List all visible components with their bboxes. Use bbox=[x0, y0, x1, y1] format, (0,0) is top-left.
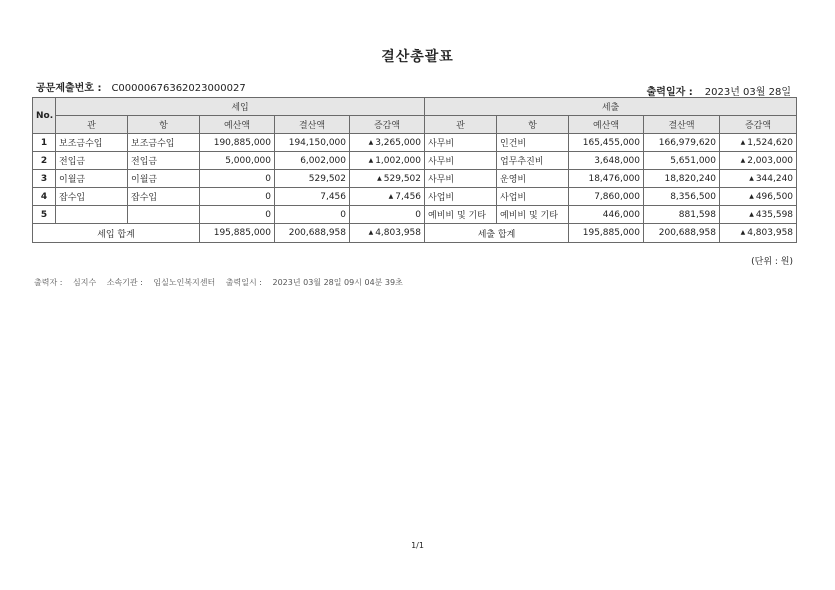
col-header: 항 bbox=[128, 116, 200, 134]
income-gwan-value: 전입금 bbox=[59, 157, 86, 167]
print-date-value: 2023년 03월 28일 bbox=[704, 87, 791, 98]
increase-icon: ▲ bbox=[749, 210, 754, 218]
expense-settle bbox=[644, 170, 720, 188]
printer-name: 심지수 bbox=[72, 278, 97, 287]
income-budget bbox=[200, 170, 275, 188]
expense-hang-value: 인건비 bbox=[500, 139, 527, 149]
increase-icon: ▲ bbox=[749, 192, 754, 200]
income-settle-value: 6,002,000 bbox=[300, 155, 346, 166]
col-header: 예산액 bbox=[200, 116, 275, 134]
income-diff bbox=[350, 188, 425, 206]
income-hang-value: 보조금수입 bbox=[131, 139, 175, 149]
expense-settle-value: 5,651,000 bbox=[670, 155, 717, 166]
unit-label: (단위 : 원) bbox=[751, 257, 793, 267]
income-diff-value: 0 bbox=[415, 209, 422, 220]
org-label: 소속기관 : bbox=[106, 278, 143, 287]
income-hang bbox=[128, 152, 200, 170]
income-gwan bbox=[56, 152, 128, 170]
expense-hang-value: 업무추진비 bbox=[500, 157, 544, 167]
expense-hang-value: 운영비 bbox=[500, 175, 527, 185]
expense-hang bbox=[497, 206, 569, 224]
income-settle-value: 194,150,000 bbox=[288, 137, 346, 148]
expense-gwan bbox=[425, 206, 497, 224]
table-row bbox=[33, 188, 797, 206]
expense-budget-value: 3,648,000 bbox=[594, 155, 641, 166]
col-header: 결산액 bbox=[644, 116, 720, 134]
row-number bbox=[33, 152, 56, 170]
expense-diff bbox=[720, 206, 797, 224]
income-budget-value: 190,885,000 bbox=[213, 137, 271, 148]
income-settle bbox=[275, 152, 350, 170]
income-budget-value: 5,000,000 bbox=[225, 155, 271, 166]
income-total-settle: 200,688,958 bbox=[275, 224, 350, 243]
col-header: 증감액 bbox=[720, 116, 797, 134]
expense-gwan-value: 사무비 bbox=[428, 175, 455, 185]
income-diff-value: 1,002,000 bbox=[375, 155, 422, 166]
row-number bbox=[33, 206, 56, 224]
row-number bbox=[33, 134, 56, 152]
expense-settle bbox=[644, 188, 720, 206]
print-date bbox=[647, 83, 791, 98]
income-hang-value: 전입금 bbox=[131, 157, 158, 167]
expense-settle bbox=[644, 206, 720, 224]
expense-total-budget: 195,885,000 bbox=[569, 224, 644, 243]
expense-budget-value: 165,455,000 bbox=[582, 137, 641, 148]
income-diff bbox=[350, 134, 425, 152]
printer-label: 출력자 : bbox=[34, 278, 63, 287]
expense-budget bbox=[569, 188, 644, 206]
income-settle-value: 529,502 bbox=[308, 173, 346, 184]
col-header: 항 bbox=[497, 116, 569, 134]
income-budget-value: 0 bbox=[265, 209, 271, 220]
table-row bbox=[33, 134, 797, 152]
income-settle bbox=[275, 206, 350, 224]
expense-gwan-value: 사업비 bbox=[428, 193, 455, 203]
expense-total-diff-value: 4,803,958 bbox=[747, 228, 794, 238]
table-body bbox=[33, 134, 797, 224]
expense-diff-value: 1,524,620 bbox=[747, 137, 794, 148]
income-budget bbox=[200, 188, 275, 206]
row-number-value: 4 bbox=[40, 191, 48, 202]
income-total-label: 세입 합계 bbox=[33, 224, 200, 243]
expense-budget bbox=[569, 170, 644, 188]
income-gwan bbox=[56, 170, 128, 188]
expense-gwan bbox=[425, 152, 497, 170]
expense-gwan bbox=[425, 134, 497, 152]
expense-gwan-value: 사무비 bbox=[428, 157, 455, 167]
income-diff-value: 7,456 bbox=[395, 191, 422, 202]
print-time-label: 출력일시 : bbox=[225, 278, 262, 287]
expense-total-settle: 200,688,958 bbox=[644, 224, 720, 243]
income-diff-value: 529,502 bbox=[383, 173, 422, 184]
header-row-columns bbox=[33, 116, 797, 134]
income-settle-value: 0 bbox=[340, 209, 346, 220]
income-budget-value: 0 bbox=[265, 191, 271, 202]
income-total-budget: 195,885,000 bbox=[200, 224, 275, 243]
income-total-diff bbox=[350, 224, 425, 243]
expense-diff-value: 2,003,000 bbox=[747, 155, 794, 166]
row-number-value: 5 bbox=[40, 209, 48, 220]
expense-diff-value: 435,598 bbox=[755, 209, 794, 220]
income-settle bbox=[275, 170, 350, 188]
settlement-summary-table bbox=[32, 97, 797, 243]
expense-settle-value: 166,979,620 bbox=[658, 137, 717, 148]
income-hang bbox=[128, 206, 200, 224]
expense-budget bbox=[569, 152, 644, 170]
increase-icon: ▲ bbox=[740, 138, 746, 146]
expense-budget bbox=[569, 134, 644, 152]
col-header: 예산액 bbox=[569, 116, 644, 134]
increase-icon: ▲ bbox=[740, 156, 746, 164]
income-gwan-value: 이월금 bbox=[59, 175, 86, 185]
row-number bbox=[33, 170, 56, 188]
expense-diff bbox=[720, 152, 797, 170]
expense-settle bbox=[644, 152, 720, 170]
expense-hang bbox=[497, 134, 569, 152]
table-row bbox=[33, 152, 797, 170]
income-gwan-value: 잡수입 bbox=[59, 193, 86, 203]
page-title: 결산총괄표 bbox=[381, 49, 454, 65]
income-settle bbox=[275, 134, 350, 152]
row-number bbox=[33, 188, 56, 206]
expense-diff bbox=[720, 170, 797, 188]
income-total-diff-value: 4,803,958 bbox=[375, 228, 422, 238]
income-diff bbox=[350, 170, 425, 188]
expense-diff-value: 496,500 bbox=[755, 191, 794, 202]
increase-icon: ▲ bbox=[388, 192, 394, 200]
col-header: 관 bbox=[56, 116, 128, 134]
income-budget bbox=[200, 134, 275, 152]
income-gwan bbox=[56, 206, 128, 224]
increase-icon: ▲ bbox=[377, 174, 382, 182]
row-number-value: 1 bbox=[40, 137, 48, 148]
expense-budget-value: 7,860,000 bbox=[594, 191, 641, 202]
income-diff bbox=[350, 206, 425, 224]
expense-budget bbox=[569, 206, 644, 224]
income-hang bbox=[128, 188, 200, 206]
row-number-value: 3 bbox=[40, 173, 48, 184]
income-hang bbox=[128, 170, 200, 188]
income-gwan bbox=[56, 134, 128, 152]
col-header: 관 bbox=[425, 116, 497, 134]
print-time: 2023년 03월 28일 09시 04분 39초 bbox=[272, 278, 403, 287]
expense-hang bbox=[497, 170, 569, 188]
income-gwan-value: 보조금수입 bbox=[59, 139, 103, 149]
expense-budget-value: 446,000 bbox=[602, 209, 641, 220]
income-settle-value: 7,456 bbox=[320, 191, 346, 202]
increase-icon: ▲ bbox=[740, 229, 746, 236]
income-settle bbox=[275, 188, 350, 206]
no-header: No. bbox=[33, 98, 56, 134]
total-row bbox=[33, 224, 797, 243]
income-budget bbox=[200, 152, 275, 170]
expense-total-label: 세출 합계 bbox=[425, 224, 569, 243]
expense-gwan bbox=[425, 188, 497, 206]
expense-budget-value: 18,476,000 bbox=[588, 173, 641, 184]
document-number bbox=[36, 79, 246, 94]
increase-icon: ▲ bbox=[368, 229, 374, 236]
expense-header: 세출 bbox=[425, 98, 797, 116]
increase-icon: ▲ bbox=[368, 138, 374, 146]
row-number-value: 2 bbox=[40, 155, 48, 166]
income-header: 세입 bbox=[56, 98, 425, 116]
col-header: 증감액 bbox=[350, 116, 425, 134]
table-row bbox=[33, 206, 797, 224]
income-budget bbox=[200, 206, 275, 224]
income-hang-value: 잡수입 bbox=[131, 193, 158, 203]
expense-settle-value: 8,356,500 bbox=[670, 191, 717, 202]
expense-settle-value: 881,598 bbox=[678, 209, 717, 220]
expense-hang bbox=[497, 188, 569, 206]
expense-settle-value: 18,820,240 bbox=[664, 173, 717, 184]
expense-diff bbox=[720, 134, 797, 152]
increase-icon: ▲ bbox=[749, 174, 754, 182]
expense-total-diff bbox=[720, 224, 797, 243]
income-diff bbox=[350, 152, 425, 170]
page-number: 1/1 bbox=[411, 541, 424, 550]
header-row-group bbox=[33, 98, 797, 116]
expense-hang-value: 예비비 및 기타 bbox=[500, 211, 558, 221]
increase-icon: ▲ bbox=[368, 156, 374, 164]
income-budget-value: 0 bbox=[265, 173, 271, 184]
income-gwan bbox=[56, 188, 128, 206]
print-footer bbox=[34, 277, 411, 288]
col-header: 결산액 bbox=[275, 116, 350, 134]
document-number-label: 공문제출번호 : bbox=[36, 83, 102, 94]
income-hang bbox=[128, 134, 200, 152]
expense-gwan bbox=[425, 170, 497, 188]
income-hang-value: 이월금 bbox=[131, 175, 158, 185]
print-date-label: 출력일자 : bbox=[646, 87, 693, 98]
expense-hang-value: 사업비 bbox=[500, 193, 527, 203]
expense-diff-value: 344,240 bbox=[755, 173, 794, 184]
expense-gwan-value: 예비비 및 기타 bbox=[428, 211, 486, 221]
expense-settle bbox=[644, 134, 720, 152]
expense-diff bbox=[720, 188, 797, 206]
table-row bbox=[33, 170, 797, 188]
income-diff-value: 3,265,000 bbox=[375, 137, 422, 148]
document-number-value: C00000676362023000027 bbox=[111, 83, 246, 94]
expense-hang bbox=[497, 152, 569, 170]
org-name: 임실노인복지센터 bbox=[153, 278, 216, 287]
expense-gwan-value: 사무비 bbox=[428, 139, 455, 149]
